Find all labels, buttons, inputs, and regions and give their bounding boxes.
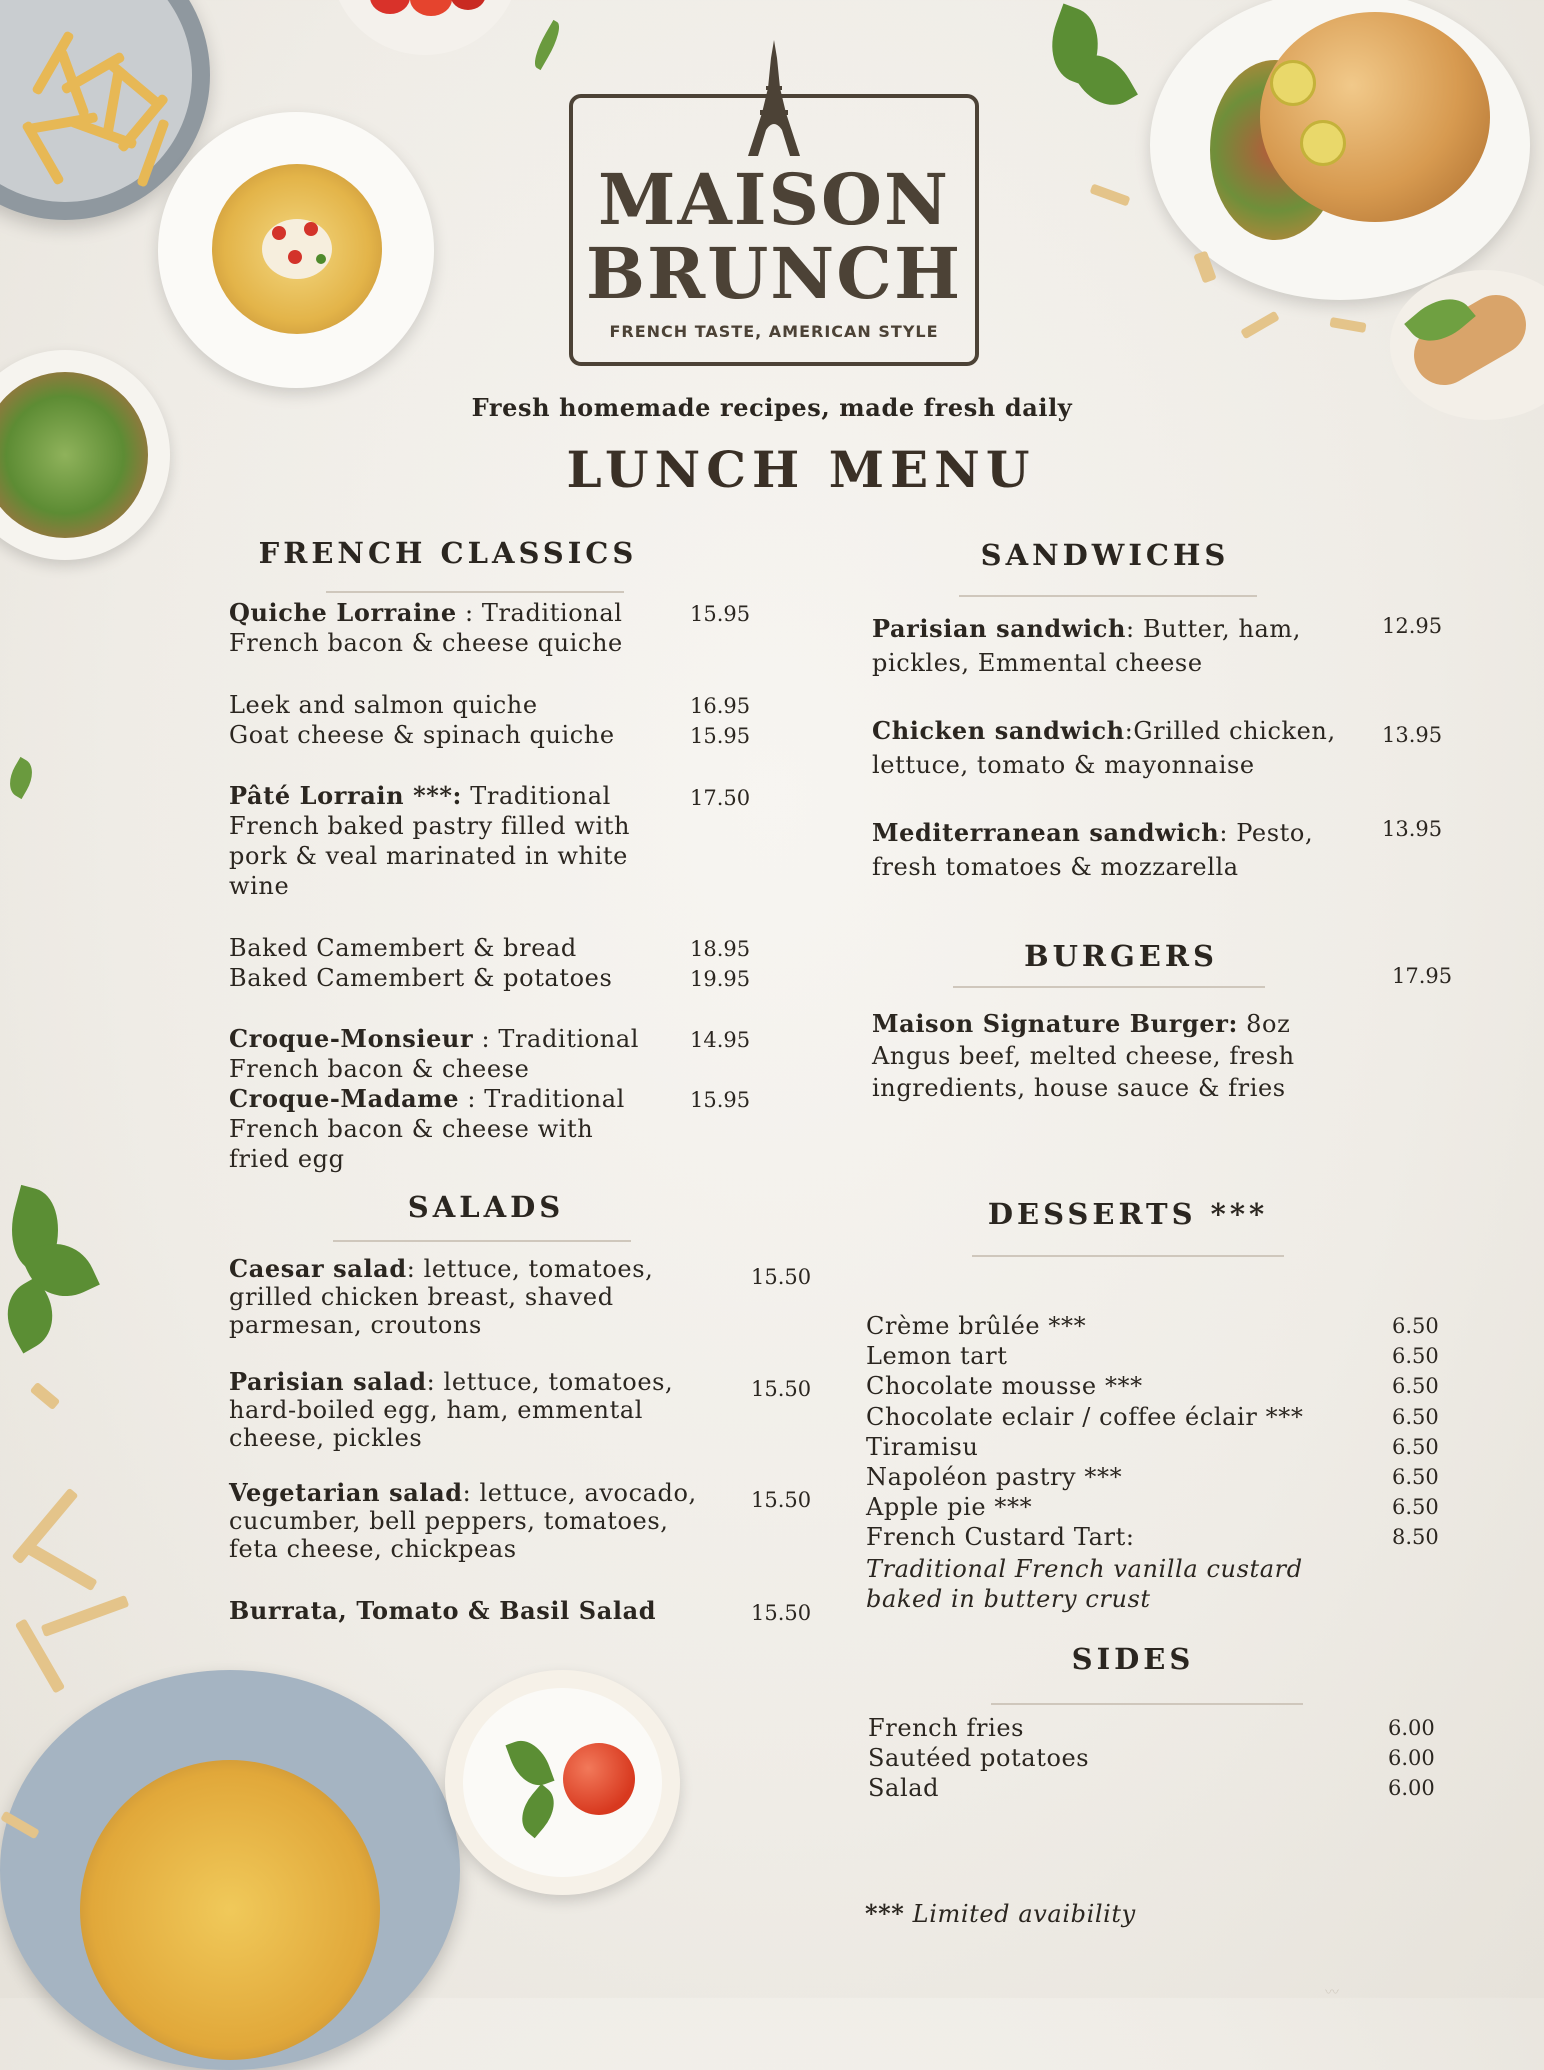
menu-item-price: 17.95 <box>1392 964 1453 988</box>
section-title-french-classics: FRENCH CLASSICS <box>258 536 638 570</box>
menu-item-description: French baked pastry filled with <box>229 812 631 840</box>
section-divider <box>959 595 1257 597</box>
section-divider <box>972 1255 1284 1257</box>
menu-item: Lemon tart <box>866 1342 1008 1371</box>
menu-item-price: 16.95 <box>690 694 751 718</box>
menu-item-price: 6.00 <box>1388 1716 1435 1740</box>
quiche-plate-image <box>158 112 434 388</box>
menu-item-caesar-salad: Caesar salad: lettuce, tomatoes, <box>229 1254 654 1283</box>
menu-item: Salad <box>868 1774 940 1802</box>
menu-item-signature-burger: Maison Signature Burger: 8oz <box>872 1009 1291 1038</box>
section-divider <box>326 591 624 593</box>
basil-leaf-icon <box>2 757 39 799</box>
menu-item-croque-monsieur: Croque-Monsieur : Traditional <box>229 1024 640 1053</box>
tomato-bowl-image <box>330 0 520 55</box>
menu-item-price: 15.50 <box>751 1377 812 1401</box>
menu-item-price: 13.95 <box>1382 723 1443 747</box>
crisp-decoration <box>1329 317 1366 333</box>
menu-item-price: 15.50 <box>751 1601 812 1625</box>
menu-item-camembert-bread: Baked Camembert & bread <box>229 934 577 962</box>
menu-item-price: 6.50 <box>1392 1465 1439 1489</box>
menu-item-price: 6.50 <box>1392 1404 1439 1429</box>
menu-item-price: 6.50 <box>1392 1314 1439 1338</box>
section-title-burgers: BURGERS <box>1024 939 1218 973</box>
menu-item-pate-lorrain: Pâté Lorrain ***: Traditional <box>229 781 611 810</box>
menu-item-vegetarian-salad: Vegetarian salad: lettuce, avocado, <box>229 1478 697 1507</box>
menu-item: Chocolate mousse *** <box>866 1372 1143 1401</box>
crisp-decoration <box>1089 183 1130 206</box>
menu-item: Sautéed potatoes <box>868 1744 1090 1772</box>
menu-item: Crème brûlée *** <box>866 1312 1087 1340</box>
menu-item-price: 6.50 <box>1392 1434 1439 1459</box>
menu-item-description: Traditional French vanilla custard <box>866 1555 1303 1583</box>
logo-name-line1: MAISON <box>597 158 951 241</box>
menu-item-description: grilled chicken breast, shaved <box>229 1283 614 1311</box>
section-divider <box>333 1240 631 1242</box>
footnote-stars: *** <box>865 1899 905 1928</box>
menu-item-price: 18.95 <box>690 937 751 961</box>
menu-item-price: 6.00 <box>1388 1746 1435 1770</box>
menu-item-price: 19.95 <box>690 967 751 991</box>
menu-item-description: fresh tomatoes & mozzarella <box>872 853 1239 881</box>
menu-item-description: French bacon & cheese quiche <box>229 629 623 657</box>
menu-item-chicken-sandwich: Chicken sandwich:Grilled chicken, <box>872 716 1336 745</box>
menu-item-description: cucumber, bell peppers, tomatoes, <box>229 1507 669 1535</box>
crisp-decoration <box>41 1595 130 1637</box>
menu-item-price: 6.50 <box>1392 1374 1439 1399</box>
menu-item: Tiramisu <box>866 1432 979 1461</box>
menu-item-parisian-salad: Parisian salad: lettuce, tomatoes, <box>229 1367 674 1396</box>
menu-item-description: fried egg <box>229 1145 345 1173</box>
menu-item-price: 15.95 <box>690 724 751 748</box>
menu-item-description: baked in buttery crust <box>866 1585 1151 1613</box>
menu-item-price: 13.95 <box>1382 817 1443 841</box>
menu-item-parisian-sandwich: Parisian sandwich: Butter, ham, <box>872 614 1301 643</box>
page-tagline: Fresh homemade recipes, made fresh daily <box>471 393 1073 422</box>
logo-tagline: FRENCH TASTE, AMERICAN STYLE <box>609 322 939 341</box>
menu-item-description: Angus beef, melted cheese, fresh <box>872 1042 1295 1070</box>
menu-item-description: pork & veal marinated in white <box>229 842 628 870</box>
menu-item: Chocolate eclair / coffee éclair *** <box>866 1402 1304 1431</box>
section-title-salads: SALADS <box>407 1190 565 1224</box>
menu-item-price: 15.50 <box>751 1265 812 1289</box>
menu-item: Napoléon pastry *** <box>866 1463 1123 1491</box>
section-title-sides: SIDES <box>1071 1642 1195 1676</box>
crisp-decoration <box>22 1541 97 1591</box>
menu-item-price: 6.50 <box>1392 1344 1439 1369</box>
menu-item-leek-salmon-quiche: Leek and salmon quiche <box>229 691 538 719</box>
menu-item-price: 6.50 <box>1392 1495 1439 1520</box>
menu-item-quiche-lorraine: Quiche Lorraine : Traditional <box>229 598 623 627</box>
menu-item-camembert-potatoes: Baked Camembert & potatoes <box>229 964 613 992</box>
menu-item-description: pickles, Emmental cheese <box>872 649 1203 677</box>
watermark-signature-image: 〰 <box>1325 1985 1339 2001</box>
menu-item-price: 6.00 <box>1388 1776 1435 1800</box>
menu-item-goat-cheese-quiche: Goat cheese & spinach quiche <box>229 721 615 749</box>
menu-item-burrata-salad: Burrata, Tomato & Basil Salad <box>229 1596 657 1625</box>
tart-plate-image <box>0 1670 460 2070</box>
menu-item-description: hard-boiled egg, ham, emmental <box>229 1396 644 1424</box>
menu-item-description: cheese, pickles <box>229 1424 423 1452</box>
section-divider <box>953 986 1265 988</box>
page-title: LUNCH MENU <box>566 440 1036 499</box>
section-title-desserts: DESSERTS *** <box>987 1197 1269 1231</box>
menu-item-price: 14.95 <box>690 1028 751 1052</box>
menu-item-price: 17.50 <box>690 786 751 810</box>
footnote-text: Limited avaibility <box>904 1900 1136 1928</box>
basil-leaf-icon <box>528 20 565 70</box>
menu-item-description: ingredients, house sauce & fries <box>872 1074 1286 1102</box>
menu-item: French Custard Tart: <box>866 1523 1135 1552</box>
menu-item-description: French bacon & cheese <box>229 1055 530 1083</box>
menu-item-description: French bacon & cheese with <box>229 1115 594 1143</box>
menu-item-price: 15.95 <box>690 602 751 626</box>
crisp-decoration <box>1240 311 1280 340</box>
section-divider <box>991 1703 1303 1705</box>
menu-item: French fries <box>868 1714 1025 1742</box>
menu-item-price: 8.50 <box>1392 1525 1439 1550</box>
menu-item-description: wine <box>229 872 290 900</box>
menu-item-croque-madame: Croque-Madame : Traditional <box>229 1084 625 1113</box>
menu-item-mediterranean-sandwich: Mediterranean sandwich: Pesto, <box>872 818 1314 847</box>
crisp-decoration <box>30 1382 61 1410</box>
menu-item-description: lettuce, tomato & mayonnaise <box>872 751 1255 779</box>
menu-item-description: feta cheese, chickpeas <box>229 1535 517 1563</box>
menu-item: Apple pie *** <box>866 1493 1033 1522</box>
menu-item-price: 15.50 <box>751 1488 812 1512</box>
tomato-plate-image <box>445 1670 680 1895</box>
section-title-sandwichs: SANDWICHS <box>980 538 1230 572</box>
footnote <box>865 1899 1136 1929</box>
menu-item-price: 12.95 <box>1382 614 1443 638</box>
menu-item-description: parmesan, croutons <box>229 1311 482 1339</box>
logo-name-line2: BRUNCH <box>585 232 963 315</box>
menu-item-price: 15.95 <box>690 1088 751 1112</box>
